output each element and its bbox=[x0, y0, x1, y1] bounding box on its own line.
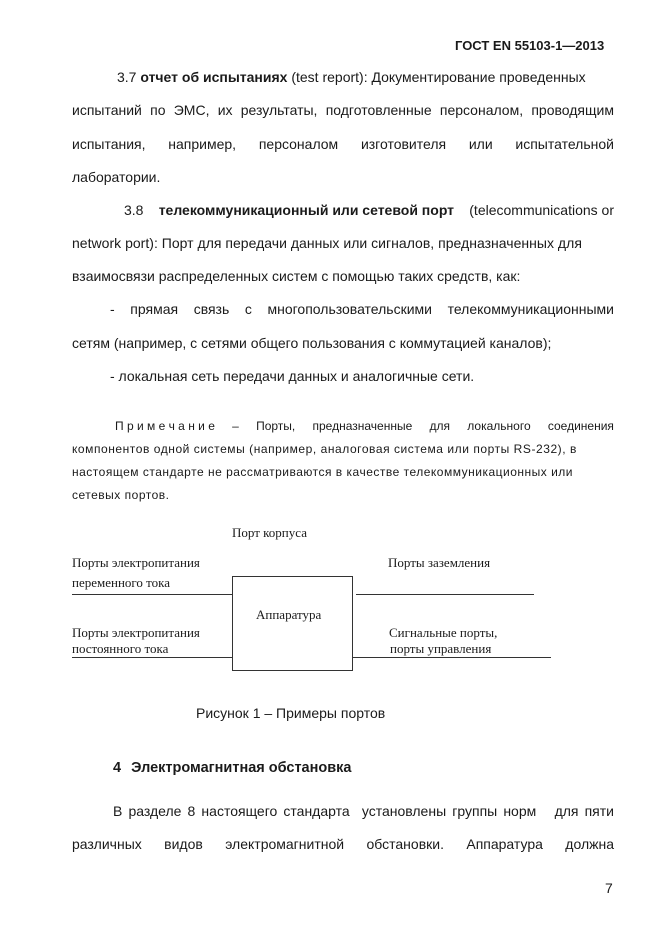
bullet-1-line2: сетям (например, с сетями общего пользования с коммутацией каналов); bbox=[72, 335, 552, 351]
word: по bbox=[150, 102, 166, 118]
clause-term: телекоммуникационный или сетевой порт bbox=[158, 202, 455, 218]
apparatus-box bbox=[232, 576, 353, 671]
word: Порты, bbox=[256, 419, 296, 433]
clause-3-8-line3: взаимосвязи распределенных систем с помощью таких средств, как: bbox=[72, 268, 521, 284]
enclosure-port-label: Порт корпуса bbox=[232, 525, 307, 540]
clause-3-7-line1 bbox=[117, 70, 586, 84]
signal-port-line bbox=[352, 657, 551, 658]
bullet-2: - локальная сеть передачи данных и аналогичные сети. bbox=[110, 368, 475, 384]
section-4-para-line2 bbox=[72, 837, 614, 851]
clause-term: отчет об испытаниях bbox=[140, 69, 288, 85]
word: – bbox=[232, 419, 239, 433]
word: для bbox=[429, 419, 451, 433]
earth-port-line bbox=[356, 594, 534, 595]
clause-3-7-line3 bbox=[72, 137, 614, 151]
clause-term-en: (test report): Документирование проведенных bbox=[291, 69, 586, 85]
note-line4: сетевых портов. bbox=[72, 488, 170, 502]
word: видов bbox=[164, 836, 203, 852]
word: испытательной bbox=[515, 136, 614, 152]
clause-3-7-line4: лаборатории. bbox=[72, 169, 161, 185]
word: ЭМС, bbox=[173, 102, 210, 118]
bullet-1-line1 bbox=[110, 302, 614, 316]
word: соединения bbox=[547, 419, 614, 433]
word: подготовленные bbox=[325, 102, 432, 118]
word: должна bbox=[565, 836, 614, 852]
signal-port-label-1: Сигнальные порты, bbox=[389, 625, 498, 640]
word: персоналом bbox=[258, 136, 339, 152]
signal-port-label-2: порты управления bbox=[390, 641, 492, 656]
ac-power-port-label-2: переменного тока bbox=[72, 575, 171, 590]
word: - bbox=[110, 301, 115, 317]
section-number: 4 bbox=[113, 760, 122, 776]
note-line3: настоящем стандарте не рассматриваются в качестве телекоммуникационных или bbox=[72, 465, 574, 479]
page-number: 7 bbox=[605, 880, 613, 896]
word: локального bbox=[467, 419, 531, 433]
figure-caption: Рисунок 1 – Примеры портов bbox=[196, 705, 386, 721]
dc-power-port-label-2: постоянного тока bbox=[72, 641, 169, 656]
clause-number: 3.7 bbox=[117, 69, 137, 85]
note-label: П р и м е ч а н и е bbox=[115, 419, 215, 433]
word: испытаний bbox=[72, 102, 142, 118]
word: персоналом, bbox=[439, 102, 524, 118]
word: или bbox=[468, 136, 493, 152]
word: телекоммуникационными bbox=[447, 301, 614, 317]
word: например, bbox=[168, 136, 237, 152]
clause-3-8-line1 bbox=[124, 203, 614, 217]
clause-term-en: (telecommunications or bbox=[469, 202, 614, 218]
clause-number: 3.8 bbox=[124, 202, 144, 218]
clause-3-8-line2: network port): Порт для передачи данных или сигналов, предназначенных для bbox=[72, 235, 582, 251]
word: многопользовательскими bbox=[267, 301, 432, 317]
clause-3-7-line2 bbox=[72, 103, 614, 117]
word: обстановки. bbox=[366, 836, 444, 852]
word: электромагнитной bbox=[225, 836, 345, 852]
word: прямая bbox=[130, 301, 179, 317]
document-number: ГОСТ EN 55103-1—2013 bbox=[455, 38, 605, 53]
word: с bbox=[244, 301, 252, 317]
dc-power-port-label-1: Порты электропитания bbox=[72, 625, 200, 640]
word: проводящим bbox=[531, 102, 614, 118]
section-4-para-line1: В разделе 8 настоящего стандарта установлены группы норм для пяти bbox=[113, 803, 614, 819]
section-heading bbox=[113, 760, 351, 776]
ac-power-port-line bbox=[72, 594, 232, 595]
word: их bbox=[217, 102, 233, 118]
note-line1 bbox=[115, 420, 614, 432]
section-title: Электромагнитная обстановка bbox=[131, 760, 352, 776]
word: предназначенные bbox=[312, 419, 413, 433]
apparatus-label: Аппаратура bbox=[256, 607, 322, 622]
earth-port-label: Порты заземления bbox=[388, 555, 491, 570]
dc-power-port-line bbox=[72, 657, 232, 658]
ac-power-port-label-1: Порты электропитания bbox=[72, 555, 200, 570]
word: результаты, bbox=[240, 102, 318, 118]
word: связь bbox=[193, 301, 230, 317]
note-line2: компонентов одной системы (например, аналоговая система или порты RS-232), в bbox=[72, 442, 577, 456]
word: изготовителя bbox=[360, 136, 447, 152]
word: различных bbox=[72, 836, 142, 852]
word: испытания, bbox=[72, 136, 146, 152]
word: Аппаратура bbox=[466, 836, 543, 852]
